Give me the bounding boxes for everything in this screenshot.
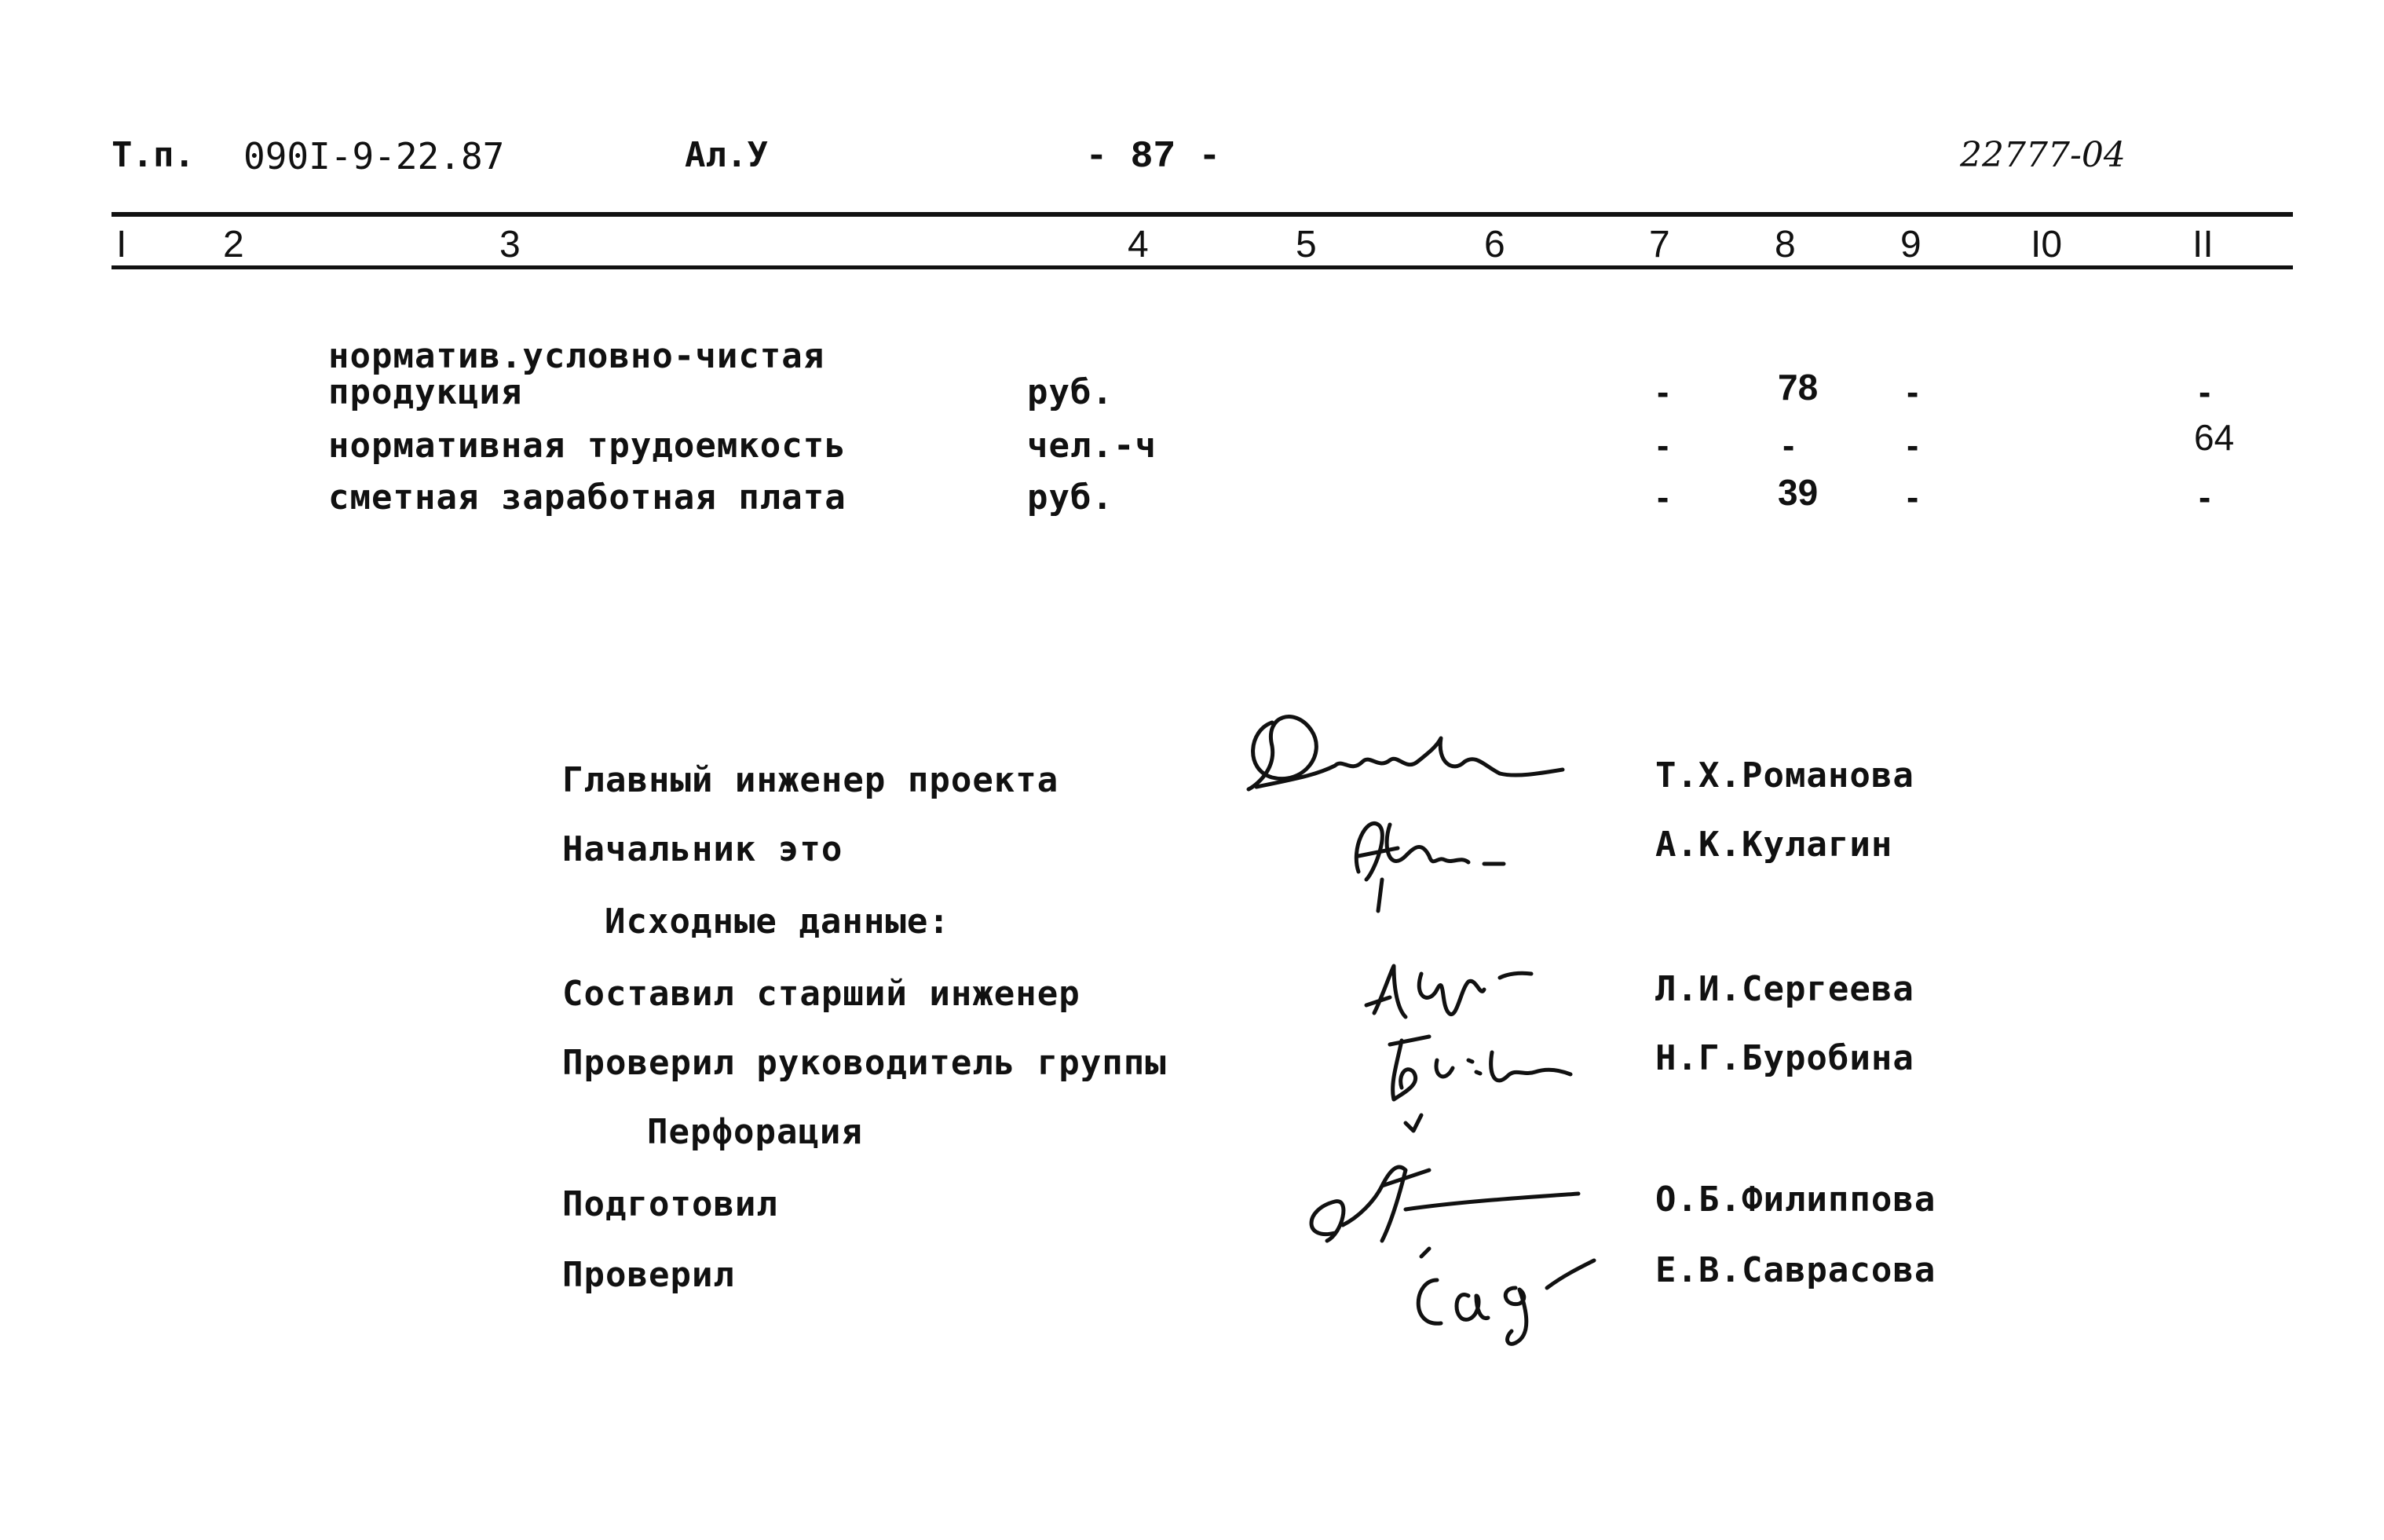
bottom-rule	[112, 265, 2293, 269]
checked-label: Проверил	[562, 1255, 735, 1295]
album-label: Ал.У	[685, 135, 768, 175]
col-num-3: 3	[499, 224, 521, 265]
row-3-col11: -	[2199, 477, 2211, 518]
checked-group-label: Проверил руководитель группы	[562, 1043, 1167, 1083]
col-num-1: I	[116, 224, 127, 265]
signature-kulagin	[1335, 801, 1523, 919]
col-num-11: II	[2192, 224, 2214, 265]
chief-engineer-name: Т.Х.Романова	[1655, 755, 1914, 796]
row-2-col9: -	[1907, 425, 1919, 466]
row-3-col8: 39	[1778, 472, 1819, 513]
prepared-label: Подготовил	[562, 1184, 778, 1224]
checked-group-name: Н.Г.Буробина	[1655, 1038, 1914, 1078]
col-num-8: 8	[1775, 224, 1796, 265]
col-num-6: 6	[1484, 224, 1505, 265]
checked-name: Е.В.Саврасова	[1655, 1250, 1936, 1290]
chief-engineer-label: Главный инженер проекта	[562, 760, 1059, 800]
compiled-label: Составил старший инженер	[562, 974, 1080, 1014]
compiled-name: Л.И.Сергеева	[1655, 969, 1914, 1009]
perforation-label: Перфорация	[647, 1112, 863, 1152]
row-1-unit: руб.	[1027, 372, 1113, 412]
project-code: 090I-9-22.87	[243, 135, 505, 177]
signature-burobina	[1358, 1013, 1594, 1147]
top-rule	[112, 212, 2293, 217]
row-1-col7: -	[1657, 371, 1669, 412]
row-3-unit: руб.	[1027, 477, 1113, 518]
row-2-col11: 64	[2194, 417, 2235, 458]
row-2-name: нормативная трудоемкость	[328, 426, 846, 466]
row-1-col11: -	[2199, 371, 2211, 412]
doc-number: 22777-04	[1960, 135, 2126, 175]
row-1-col9: -	[1907, 371, 1919, 412]
row-1-name-line1: норматив.условно-чистая	[328, 336, 825, 376]
source-data-label: Исходные данные:	[605, 902, 950, 942]
prepared-name: О.Б.Филиппова	[1655, 1180, 1936, 1220]
row-1-name-line2: продукция	[328, 372, 523, 412]
col-num-5: 5	[1296, 224, 1317, 265]
tp-label: Т.п.	[112, 135, 195, 175]
head-label: Начальник это	[562, 829, 843, 869]
col-num-9: 9	[1900, 224, 1921, 265]
row-2-unit: чел.-ч	[1027, 426, 1157, 466]
page-number: - 87 -	[1085, 136, 1221, 178]
signature-romanova	[1241, 699, 1570, 809]
col-num-7: 7	[1649, 224, 1670, 265]
row-3-name: сметная заработная плата	[328, 477, 846, 518]
signature-savrasova	[1390, 1233, 1625, 1351]
head-name: А.К.Кулагин	[1655, 825, 1893, 865]
row-2-col7: -	[1657, 425, 1669, 466]
row-3-col7: -	[1657, 477, 1669, 518]
row-3-col9: -	[1907, 477, 1919, 518]
col-num-10: I0	[2031, 224, 2063, 265]
col-num-2: 2	[223, 224, 244, 265]
row-2-col8: -	[1783, 425, 1795, 466]
col-num-4: 4	[1128, 224, 1149, 265]
row-1-col8: 78	[1778, 367, 1819, 408]
